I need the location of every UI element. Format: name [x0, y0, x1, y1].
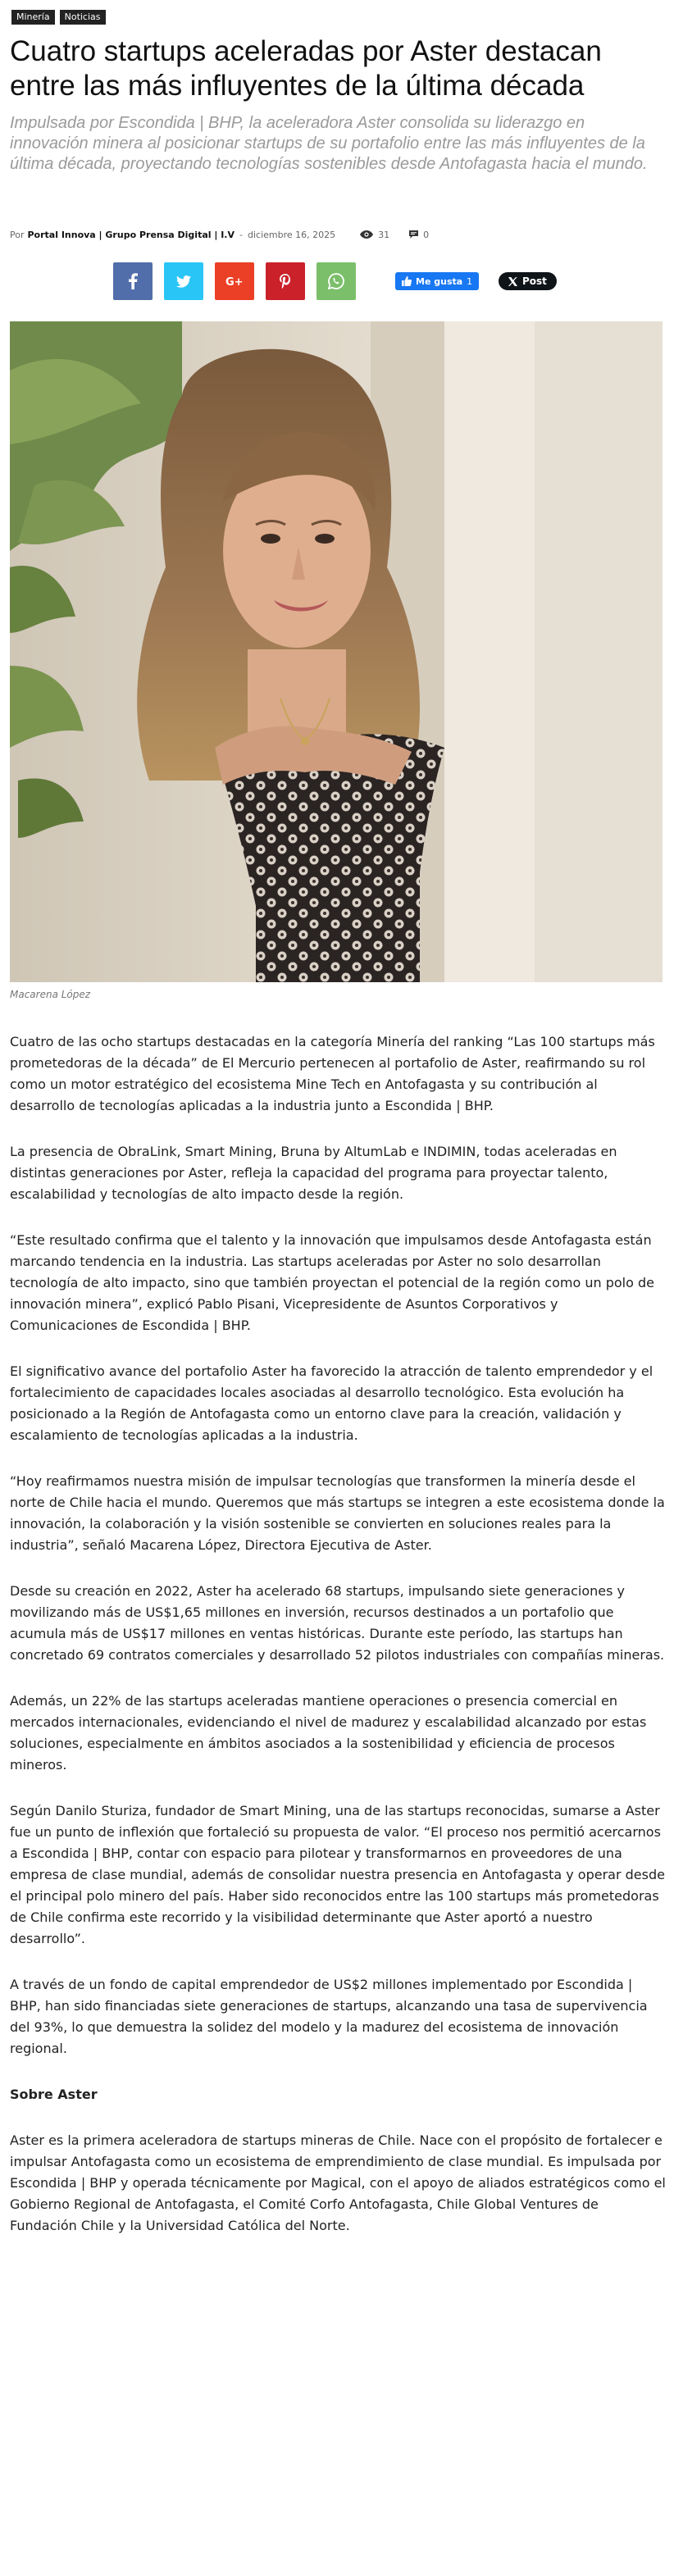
- share-pinterest-button[interactable]: [266, 262, 305, 300]
- facebook-like-count: 1: [467, 275, 473, 287]
- section-heading-sobre-aster: Sobre Aster: [10, 2087, 98, 2102]
- article-body: [10, 1031, 666, 2261]
- pinterest-icon: [280, 274, 291, 289]
- category-tag-mineria[interactable]: Minería: [11, 10, 55, 25]
- comments-counter[interactable]: [409, 230, 429, 240]
- photo-caption: Macarena López: [10, 989, 91, 1000]
- svg-text:G+: G+: [225, 276, 244, 287]
- share-buttons: [113, 262, 356, 300]
- category-tags: [11, 10, 106, 25]
- body-paragraph-8: Según Danilo Sturiza, fundador de Smart Mining, una de las startups reconocidas, sumarse a Aster fue un punto de inflexión que fortaleció su propuesta de valor. “El proceso nos permitió acercarnos a Escondida | BHP, contar con espacio para pilotear y transformarnos en proveedores de una empresa de clase mundial, además de consolidar nuestra presencia en Antofagasta y operar desde el principal polo minero del país. Haber sido reconocidos entre las 100 startups más prometedoras de Chile confirma este recorrido y la visibilidad determinante que Aster aportó a nuestro desarrollo”.: [10, 1803, 665, 1946]
- comments-count: 0: [423, 229, 430, 240]
- facebook-like-button[interactable]: [395, 272, 479, 290]
- facebook-icon: [128, 273, 138, 289]
- facebook-like-label: Me gusta: [416, 275, 463, 287]
- share-google-plus-button[interactable]: [215, 262, 254, 300]
- body-paragraph-5: “Hoy reafirmamos nuestra misión de impulsar tecnologías que transformen la minería desde el norte de Chile hacia el mundo. Queremos que más startups se integren a este ecosistema donde la innovación, la colaboración y la visión sostenible se convierten en soluciones reales para la industria”, señaló Macarena López, Directora Ejecutiva de Aster.: [10, 1473, 665, 1553]
- comment-icon: [409, 230, 418, 239]
- article-photo: [10, 321, 663, 982]
- meta-separator: -: [239, 229, 243, 240]
- publish-date: diciembre 16, 2025: [247, 229, 336, 240]
- article-title: Cuatro startups aceleradas por Aster destacan entre las más influyentes de la última década: [10, 35, 602, 102]
- thumbs-up-icon: [402, 276, 412, 286]
- google-plus-icon: [225, 275, 244, 287]
- twitter-icon: [176, 275, 191, 288]
- x-logo-icon: [508, 277, 517, 286]
- body-paragraph-3: “Este resultado confirma que el talento y la innovación que impulsamos desde Antofagasta están marcando tendencia en la industria. Las startups aceleradas por Aster no solo desarrollan tecnología de alto impacto, sino que también proyectan el potencial de la región como un polo de innovación minera”, explicó Pablo Pisani, Vicepresidente de Asuntos Corporativos y Comunicaciones de Escondida | BHP.: [10, 1232, 654, 1333]
- x-post-label: Post: [522, 275, 547, 287]
- category-tag-noticias[interactable]: Noticias: [60, 10, 106, 25]
- share-twitter-button[interactable]: [164, 262, 203, 300]
- views-count: 31: [378, 229, 390, 240]
- article-meta: [10, 226, 429, 243]
- body-paragraph-2: La presencia de ObraLink, Smart Mining, Bruna by AltumLab e INDIMIN, todas aceleradas en distintas generaciones por Aster, refleja la capacidad del programa para proyectar talento, escalabilidad y tecnologías de alto impacto desde la región.: [10, 1144, 617, 1202]
- body-paragraph-6: Desde su creación en 2022, Aster ha acelerado 68 startups, impulsando siete generaciones y movilizando más de US$1,65 millones en inversión, recursos destinados a un portafolio que acumula más de US$17 millones en ventas históricas. Durante este período, las startups han concretado 69 contratos comerciales y desarrollado 52 pilotos industriales con compañías mineras.: [10, 1583, 665, 1663]
- whatsapp-icon: [328, 273, 344, 289]
- x-post-button[interactable]: [499, 272, 557, 290]
- article-subtitle: Impulsada por Escondida | BHP, la aceleradora Aster consolida su liderazgo en innovación minera al posicionar startups de su portafolio entre las más influyentes de la última década, proyectando tecnologías sostenibles desde Antofagasta hacia el mundo.: [10, 114, 648, 173]
- eye-icon: [360, 230, 373, 239]
- share-facebook-button[interactable]: [113, 262, 153, 300]
- body-paragraph-10: Aster es la primera aceleradora de startups mineras de Chile. Nace con el propósito de fortalecer e impulsar Antofagasta como un ecosistema de emprendimiento de clase mundial. Es impulsada por Escondida | BHP y operada técnicamente por Magical, con el apoyo de aliados estratégicos como el Gobierno Regional de Antofagasta, el Comité Corfo Antofagasta, Chile Global Ventures de Fundación Chile y la Universidad Católica del Norte.: [10, 2132, 666, 2233]
- body-paragraph-9: A través de un fondo de capital emprendedor de US$2 millones implementado por Escondida | BHP, han sido financiadas siete generaciones de startups, alcanzando una tasa de supervivencia del 93%, lo que demuestra la solidez del modelo y la madurez del ecosistema de innovación regional.: [10, 1977, 648, 2056]
- views-counter: [360, 230, 389, 240]
- byline-prefix: Por: [10, 229, 25, 240]
- share-whatsapp-button[interactable]: [317, 262, 356, 300]
- portrait-image: [10, 321, 663, 982]
- body-paragraph-7: Además, un 22% de las startups aceleradas mantiene operaciones o presencia comercial en mercados internacionales, evidenciando el nivel de madurez y escalabilidad alcanzado por estas soluciones, especialmente en ámbitos asociados a la sostenibilidad y eficiencia de procesos mineros.: [10, 1693, 647, 1773]
- body-paragraph-1: Cuatro de las ocho startups destacadas en la categoría Minería del ranking “Las 100 startups más prometedoras de la década” de El Mercurio pertenecen al portafolio de Aster, reafirmando su rol como un motor estratégico del ecosistema Mine Tech en Antofagasta y su contribución al desarrollo de tecnologías aplicadas a la industria junto a Escondida | BHP.: [10, 1034, 655, 1113]
- author-link[interactable]: Portal Innova | Grupo Prensa Digital | I.V: [27, 229, 235, 240]
- body-paragraph-4: El significativo avance del portafolio Aster ha favorecido la atracción de talento emprendedor y el fortalecimiento de capacidades locales asociadas al desarrollo tecnológico. Esta evolución ha posicionado a la Región de Antofagasta como un entorno clave para la creación, validación y escalamiento de tecnologías aplicadas a la industria.: [10, 1363, 654, 1443]
